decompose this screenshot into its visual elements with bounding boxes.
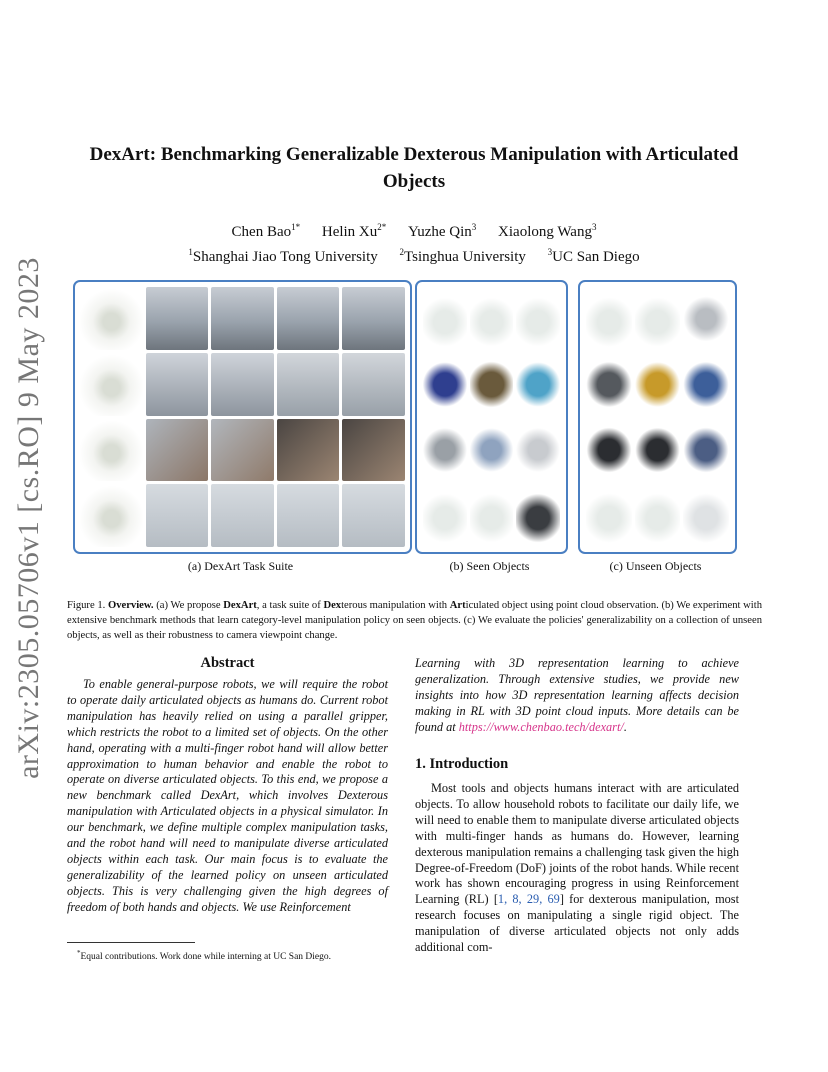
unseen-objects-panel: [578, 280, 737, 554]
figure-caption: Figure 1. Overview. (a) We propose DexArt, a task suite of Dexterous manipulation with Articulated object using point cloud observation. (b) We experiment with extensive benchmark methods that learn category-level manipulation policy on seen objects. (c) We evaluate the policies' generalizability on a collection of unseen objects, as well as their robustness to camera viewpoint change.: [67, 600, 762, 641]
unseen-object-image: [683, 419, 729, 481]
task-image: [342, 353, 405, 416]
abstract-body: To enable general-purpose robots, we will require the robot to operate daily articulated objects as humans do. Current robot manipulation has heavily relied on using a parallel gripper, which restricts the robot to a limited set of objects. On the other hand, operating with a multi-finger robot hand will allow better approximation to human behavior and enable the robot to operate on diverse articulated objects. To this end, we propose a new benchmark called DexArt, which involves Dexterous manipulation with Articulated objects in a physical simulator. In our benchmark, we define multiple complex manipulation tasks, and the robot hand will need to manipulate diverse articulated objects within each task. Our main focus is to evaluate the generalizability of the learned policy on unseen articulated objects. This is very challenging given the high degrees of freedom of both hands and objects. We use Reinforcement: [67, 677, 388, 914]
task-image: [146, 287, 209, 350]
author: Helin $Xu^{2*}$: [321, 222, 387, 240]
task-image: [80, 419, 143, 482]
seen-object-image: [423, 353, 467, 415]
unseen-object-image: [586, 288, 632, 350]
seen-object-image: [423, 288, 467, 350]
task-image: [80, 287, 143, 350]
unseen-object-image: [683, 484, 729, 546]
seen-objects-image-grid: [423, 288, 560, 546]
task-image: [146, 353, 209, 416]
paper-title: DexArt: Benchmarking Generalizable Dexterous Manipulation with Articulated Objects: [89, 144, 739, 192]
affiliation-list: [80, 242, 748, 267]
unseen-object-image: [635, 484, 681, 546]
author: Chen Bao$^{1*}$: [231, 222, 301, 240]
subfigure-label-a: (a) DexArt Task Suite: [187, 559, 294, 573]
seen-object-image: [516, 419, 560, 481]
task-image: [277, 419, 340, 482]
subfigure-label-b: (b) Seen Objects: [449, 559, 530, 573]
task-image: [277, 484, 340, 547]
unseen-object-image: [635, 353, 681, 415]
unseen-object-image: [635, 288, 681, 350]
unseen-object-image: [586, 419, 632, 481]
task-image: [342, 287, 405, 350]
unseen-object-image: [635, 419, 681, 481]
author: Yuzhe Qin$^3$: [408, 222, 477, 240]
task-image: [146, 419, 209, 482]
seen-object-image: [470, 288, 514, 350]
seen-object-image: [470, 419, 514, 481]
introduction-heading: 1. Introduction: [415, 756, 509, 772]
introduction-body: Most tools and objects humans interact with are articulated objects. To allow household robots to facilitate our daily life, we will need to enable them to manipulate diverse articulated objects with multi-finger hands as humans do. However, learning dexterous manipulation remains a challenging task given the high Degree-of-Freedom (DoF) joints of the robot hands. While recent work has shown encouraging progress in using Reinforcement Learning (RL) [1, 8, 29, 69] for dexterous manipulation, most research focuses on manipulating a single rigid object. The manipulation of diverse articulated objects not only adds additional com-: [415, 781, 740, 955]
project-link[interactable]: https://www.chenbao.tech/dexart/: [458, 719, 624, 734]
author-list: [80, 217, 748, 242]
affiliation: $^3$UC San Diego: [547, 247, 640, 265]
task-image: [342, 484, 405, 547]
unseen-object-image: [586, 484, 632, 546]
subfigure-label-c: (c) Unseen Objects: [609, 559, 702, 573]
task-suite-panel: [73, 280, 412, 554]
task-suite-image-grid: [80, 287, 405, 547]
unseen-objects-image-grid: [586, 288, 729, 546]
unseen-object-image: [683, 288, 729, 350]
citation-refs[interactable]: 1, 8, 29, 69: [497, 892, 560, 907]
seen-object-image: [516, 288, 560, 350]
abstract-heading: Abstract: [200, 655, 255, 671]
task-image: [80, 353, 143, 416]
unseen-object-image: [586, 353, 632, 415]
arxiv-id: arXiv:2305.05706v1 [cs.RO] 9 May 2023: [12, 257, 45, 779]
seen-object-image: [470, 484, 514, 546]
affiliation: $^1$Shanghai Jiao Tong University: [188, 247, 378, 265]
author-block: [80, 217, 748, 267]
task-image: [277, 287, 340, 350]
seen-objects-panel: [415, 280, 568, 554]
task-image: [342, 419, 405, 482]
task-image: [146, 484, 209, 547]
affiliation: $^2$Tsinghua University: [399, 247, 526, 265]
unseen-object-image: [683, 353, 729, 415]
task-image: [277, 353, 340, 416]
task-image: [211, 419, 274, 482]
footnote-rule: [67, 942, 195, 943]
author: Xiaolong Wang$^3$: [498, 222, 597, 240]
task-image: [211, 484, 274, 547]
seen-object-image: [470, 353, 514, 415]
arxiv-stamp: [6, 257, 52, 779]
seen-object-image: [423, 419, 467, 481]
abstract-body-continued: Learning with 3D representation learning to achieve generalization. Through extensive studies, we provide new insights into how 3D representation learning affects decision making in RL with 3D point cloud inputs. More details can be found at https://www.chenbao.tech/dexart/.: [415, 656, 739, 734]
task-image: [211, 353, 274, 416]
task-image: [211, 287, 274, 350]
seen-object-image: [516, 353, 560, 415]
task-image: [80, 484, 143, 547]
seen-object-image: [423, 484, 467, 546]
seen-object-image: [516, 484, 560, 546]
footnote: *Equal contributions. Work done while interning at UC San Diego.: [77, 949, 332, 963]
